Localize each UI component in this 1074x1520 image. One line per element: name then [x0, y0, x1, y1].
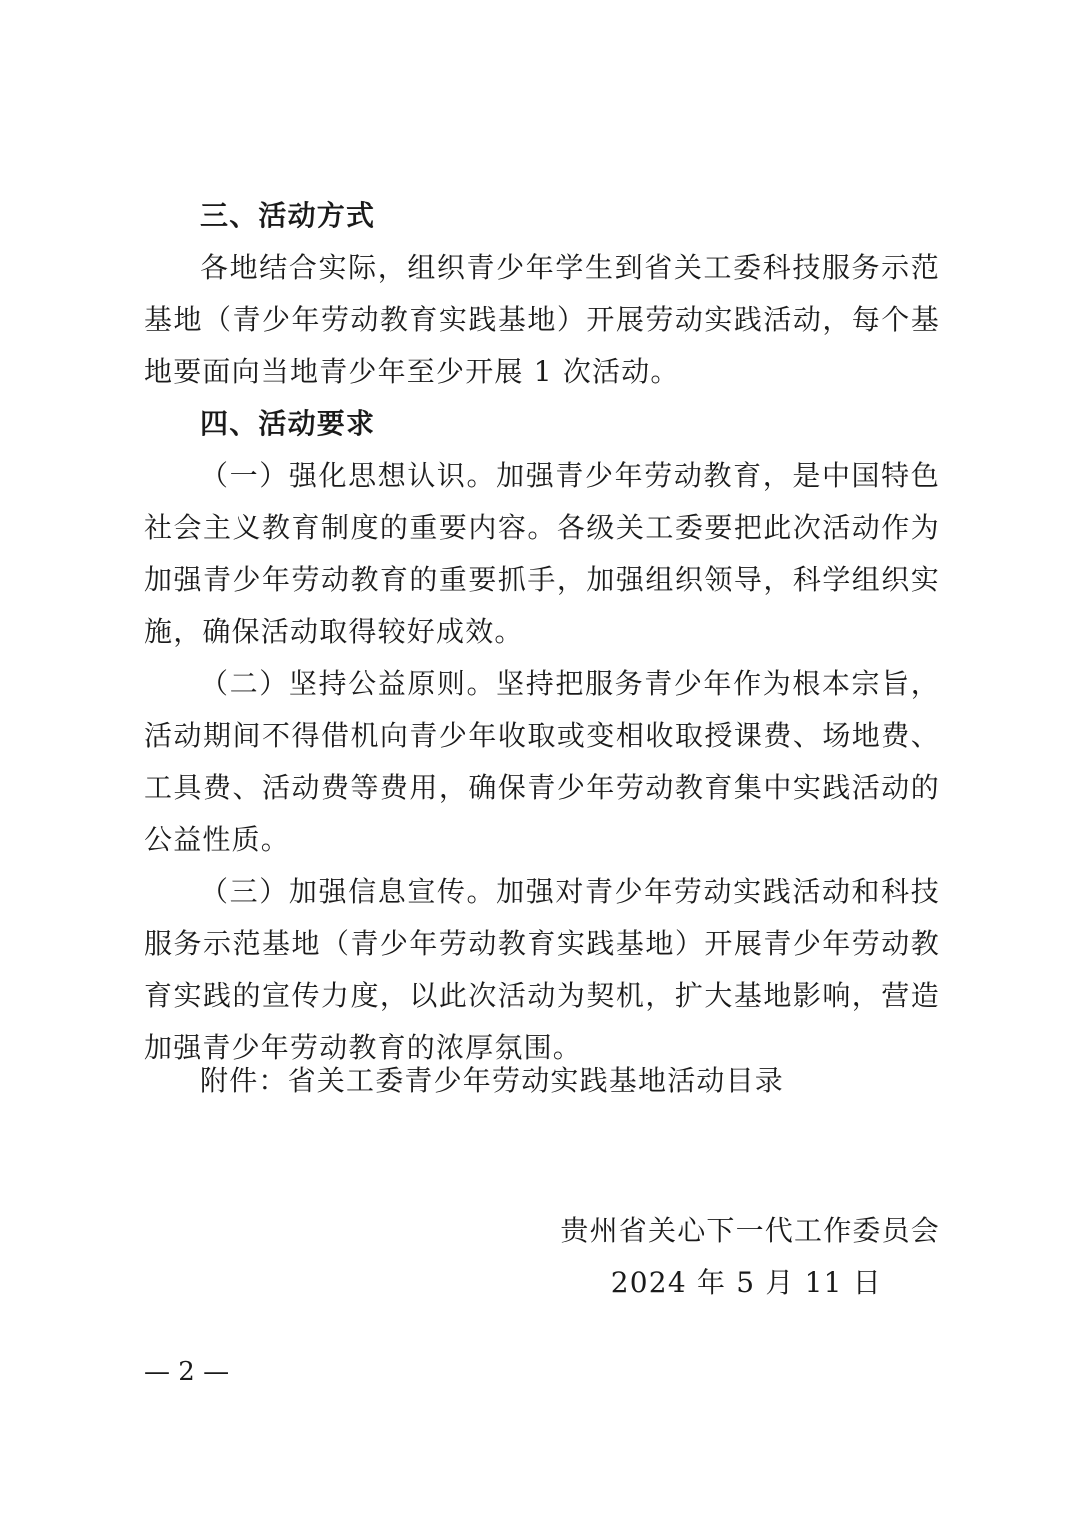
requirement-paragraph-1: （一）强化思想认识。加强青少年劳动教育，是中国特色社会主义教育制度的重要内容。各级关工委要把此次活动作为加强青少年劳动教育的重要抓手，加强组织领导，科学组织实施，确保活动取得较好成效。	[144, 459, 940, 648]
page-number: — 2 —	[144, 1357, 230, 1387]
issue-date: 2024 年 5 月 11 日	[610, 1266, 882, 1299]
requirement-paragraph-2: （二）坚持公益原则。坚持把服务青少年作为根本宗旨，活动期间不得借机向青少年收取或变相收取授课费、场地费、工具费、活动费等费用，确保青少年劳动教育集中实践活动的公益性质。	[144, 667, 940, 856]
section-heading-activity-requirements: 四、活动要求	[200, 407, 376, 440]
activity-method-paragraph: 各地结合实际，组织青少年学生到省关工委科技服务示范基地（青少年劳动教育实践基地）开展劳动实践活动，每个基地要面向当地青少年至少开展 1 次活动。	[144, 251, 940, 388]
signature-block	[560, 1205, 940, 1309]
attachment-line: 附件：省关工委青少年劳动实践基地活动目录	[200, 1064, 785, 1097]
requirement-paragraph-3: （三）加强信息宣传。加强对青少年劳动实践活动和科技服务示范基地（青少年劳动教育实践基地）开展青少年劳动教育实践的宣传力度，以此次活动为契机，扩大基地影响，营造加强青少年劳动教育的浓厚氛围。	[144, 875, 940, 1064]
document-body	[144, 190, 940, 1074]
issuing-organization: 贵州省关心下一代工作委员会	[560, 1214, 940, 1247]
section-heading-activity-method: 三、活动方式	[200, 199, 376, 232]
